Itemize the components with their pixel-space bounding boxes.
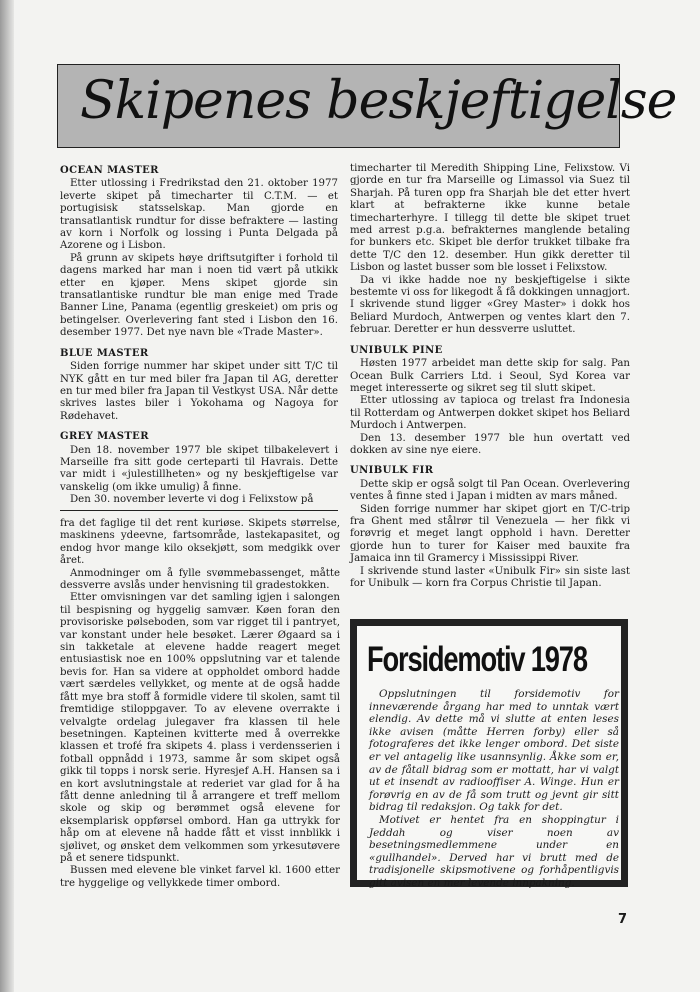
paragraph: Anmodninger om å fylle svømmebassenget, måtte dessverre avslås under henvisning til gradestokken. <box>60 567 340 592</box>
box-body <box>369 688 619 890</box>
section-heading-grey-master: GREY MASTER <box>60 431 149 443</box>
box-title: Forsidemotiv 1978 <box>367 640 587 679</box>
paragraph: Den 30. november leverte vi dog i Felixstow på <box>70 494 314 506</box>
paragraph: Siden forrige nummer har skipet under sitt T/C til NYK gått en tur med biler fra Japan til AG, deretter en tur med biler fra Japan til Vestkyst USA. Når dette skrives lastes biler i Yokohama og Nagoya for Rødehavet. <box>60 361 338 422</box>
paragraph: timecharter til Meredith Shipping Line, Felixstow. Vi gjorde en tur fra Marseille og Limassol via Suez til Sharjah. På turen opp fra Sharjah ble det etter hvert klart at befrakterne ikke kunne betale timecharterhyre. I tillegg til dette ble skipet truet med arrest p.g.a. befrakternes manglende betaling for bunkers etc. Skipet ble derfor trukket tilbake fra dette T/C den 12. desember. Hun gikk deretter til Lisbon og lastet busser som ble losset i Felixstow. <box>350 163 630 274</box>
paragraph: Motivet er hentet fra en shoppingtur i Jeddah og viser noen av besetningsmedlemmene under en «gullhandel». Derved har vi brutt med de tradisjonelle skipsmotivene og forhåpentligvis gitt avisen en mer levende innpakning. <box>369 813 619 889</box>
page-title: Skipenes beskjeftigelse <box>80 71 677 131</box>
left-column-top <box>60 165 338 507</box>
right-column <box>350 163 630 590</box>
column-divider <box>60 510 338 511</box>
cover-motif-box <box>350 619 628 887</box>
section-heading-blue-master: BLUE MASTER <box>60 347 149 359</box>
paragraph: Etter omvisningen var det samling igjen i salongen til bespisning og hyggelig samvær. Køen foran den provisoriske pølseboden, som var rigget til i pantryet, var konstant under hele besøket. Lærer Øgaard sa i sin takketale at elevene hadde reagert meget entusiastisk noe en 100% oppslutning var et talende bevis for. Han sa videre at oppholdet ombord hadde vært særdeles vellykket, og mente at de også hadde fått mye bra stoff å formidle videre til skolen, samt til fremtidige stiloppgaver. To av elevene overrakte i velvalgte ordelag julegaver fra klassen til hele besetningen. Kapteinen kvitterte med å overrekke klassen et trofé fra skipets 4. plass i verdensserien i fotball oppnådd i 1973, samme år som skipet også gikk til topps i norsk serie. Hyresjef A.H. Hansen sa i en kort avslutningstale at rederiet var glad for å ha fått denne anledning til å arrangere et treff mellom skole og skip og berømmet også elevene for eksemplarisk oppførsel ombord. Han ga uttrykk for håp om at elevene nå hadde fått et visst innblikk i sjølivet, og ønsket dem velkommen som yrkesutøvere på et senere tidspunkt. <box>60 592 340 864</box>
paragraph: Den 18. november 1977 ble skipet tilbakelevert i Marseille fra sitt gode certeparti til Havrais. Dette var midt i «julestillheten» og ny beskjeftigelse var vanskelig (om ikke umulig) å finne. <box>60 444 338 493</box>
paragraph: Siden forrige nummer har skipet gjort en T/C-trip fra Ghent med stålrør til Venezuela — her fikk vi forøvrig et meget langt opphold i havn. Deretter gjorde hun to turer for Kaiser med bauxite fra Jamaica inn til Gramercy i Mississippi River. <box>350 503 630 565</box>
paragraph: Dette skip er også solgt til Pan Ocean. Overlevering ventes å finne sted i Japan i midten av mars måned. <box>350 478 630 503</box>
title-banner <box>57 64 677 148</box>
paragraph: Etter utlossing av tapioca og trelast fra Indonesia til Rotterdam og Antwerpen dokket skipet hos Beliard Murdoch i Antwerpen. <box>350 395 630 432</box>
paragraph: Oppslutningen til forsidemotiv for inneværende årgang har med to unntak vært elendig. Av dette må vi slutte at enten leses ikke avisen (måtte Herren forby) eller så fotograferes det ikke lenger ombord. Det siste er vel antagelig like usannsynlig. Åkke som er, av de fåtall bidrag som er mottatt, har vi valgt ut et insendt av radiooffiser A. Winge. Hun er forøvrig en av de få som trutt og jevnt gir sitt bidrag til redaksjon. Og takk for det. <box>369 688 619 814</box>
left-column-bottom <box>60 518 340 890</box>
paragraph: Den 13. desember 1977 ble hun overtatt ved dokken av sine nye eiere. <box>350 432 630 456</box>
paragraph: Høsten 1977 arbeidet man dette skip for salg. Pan Ocean Bulk Carriers Ltd. i Seoul, Syd Korea var meget interesserte og sikret seg til slutt skipet. <box>350 358 630 394</box>
paragraph: fra det faglige til det rent kuriøse. Skipets størrelse, maskinens ydeevne, fartsområde, lastekapasitet, og endog hvor mange kilo oksekjøtt, som medgikk over året. <box>60 518 340 567</box>
section-heading-unibulk-fir: UNIBULK FIR <box>350 465 434 477</box>
section-heading-ocean-master: OCEAN MASTER <box>60 165 159 176</box>
paragraph: Etter utlossing i Fredrikstad den 21. oktober 1977 leverte skipet på timecharter til C.T.M. — et portugisisk statsselskap. Man gjorde en transatlantisk rundtur for disse befraktere — lasting av korn i Norfolk og lossing i Punta Delgada på Azorene og i Lisbon. <box>60 178 338 252</box>
paragraph: På grunn av skipets høye driftsutgifter i forhold til dagens marked har man i noen tid vært på utkikk etter en kjøper. Mens skipet gjorde sin transatlantiske rundtur ble man enige med Trade Banner Line, Panama (egentlig greskeiet) om pris og betingelser. Overlevering fant sted i Lisbon den 16. desember 1977. Det nye navn ble «Trade Master». <box>60 252 338 339</box>
paragraph: Da vi ikke hadde noe ny beskjeftigelse i sikte bestemte vi oss for likegodt å få dokkingen unnagjort. I skrivende stund ligger «Grey Master» i dokk hos Beliard Murdoch, Antwerpen og ventes klart den 7. februar. Deretter er hun dessverre usluttet. <box>350 274 630 336</box>
paragraph: Bussen med elevene ble vinket farvel kl. 1600 etter tre hyggelige og vellykkede timer ombord. <box>60 865 340 889</box>
paragraph: I skrivende stund laster «Unibulk Fir» sin siste last for Unibulk — korn fra Corpus Christie til Japan. <box>350 565 630 589</box>
page-binding-shadow <box>0 0 14 992</box>
section-heading-unibulk-pine: UNIBULK PINE <box>350 344 443 356</box>
page-number: 7 <box>618 912 628 927</box>
